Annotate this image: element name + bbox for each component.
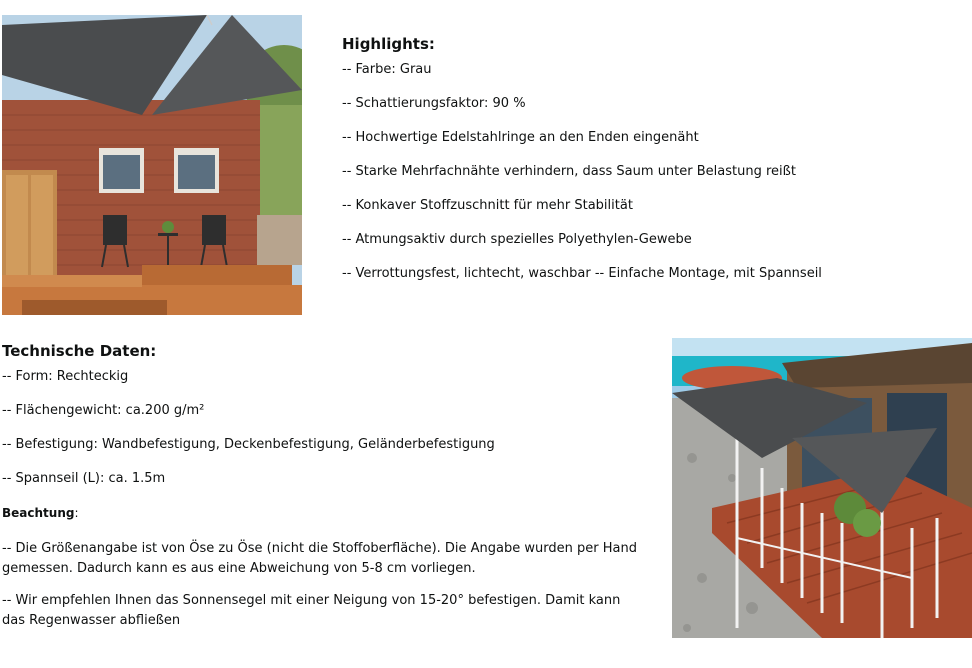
note-label: Beachtung: [2, 506, 75, 520]
note-paragraph: -- Die Größenangabe ist von Öse zu Öse (nicht die Stoffoberfläche). Die Angabe wurden per Hand gemessen. Dadurch kann es aus eine Abweichung von 5-8 cm vorliegen.: [2, 541, 637, 576]
list-item: -- Konkaver Stoffzuschnitt für mehr Stabilität: [342, 198, 633, 213]
highlights-section: [342, 35, 962, 300]
list-item: -- Atmungsaktiv durch spezielles Polyethylen-Gewebe: [342, 232, 692, 247]
list-item: -- Befestigung: Wandbefestigung, Deckenbefestigung, Geländerbefestigung: [2, 437, 495, 452]
list-item: -- Hochwertige Edelstahlringe an den Enden eingenäht: [342, 130, 699, 145]
list-item: -- Spannseil (L): ca. 1.5m: [2, 471, 166, 486]
note-paragraph: -- Wir empfehlen Ihnen das Sonnensegel mit einer Neigung von 15-20° befestigen. Damit kann das Regenwasser abfließen: [2, 593, 621, 628]
list-item: -- Farbe: Grau: [342, 62, 432, 77]
technical-data-section: [2, 342, 642, 643]
technical-data-list: [2, 369, 642, 487]
product-photo-seaside-terrace: [672, 338, 972, 638]
list-item: -- Verrottungsfest, lichtecht, waschbar -- Einfache Montage, mit Spannseil: [342, 266, 822, 281]
list-item: -- Form: Rechteckig: [2, 369, 129, 384]
technical-data-title: Technische Daten:: [2, 342, 157, 360]
list-item: -- Schattierungsfaktor: 90 %: [342, 96, 526, 111]
product-photo-brick-patio: [2, 15, 302, 315]
list-item: -- Starke Mehrfachnähte verhindern, dass Saum unter Belastung reißt: [342, 164, 796, 179]
note-heading: [2, 505, 642, 521]
highlights-title: Highlights:: [342, 35, 435, 53]
note-colon: :: [74, 506, 79, 520]
list-item: -- Flächengewicht: ca.200 g/m²: [2, 403, 205, 418]
highlights-list: [342, 62, 962, 282]
